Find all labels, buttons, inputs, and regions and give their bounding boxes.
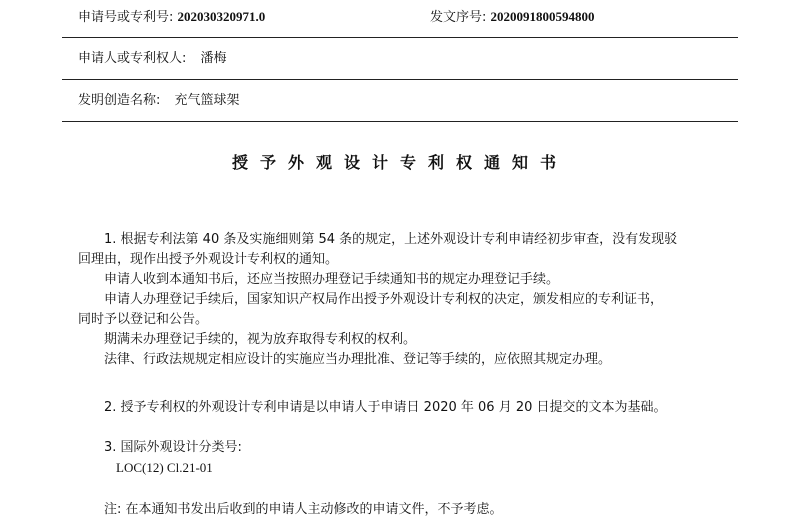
note-text: 注: 在本通知书发出后收到的申请人主动修改的申请文件，不予考虑。 bbox=[104, 502, 503, 517]
paragraph-3-label: 3. 国际外观设计分类号: bbox=[104, 440, 242, 455]
divider-line bbox=[62, 121, 738, 122]
document-title: 授予外观设计专利权通知书 bbox=[231, 153, 568, 172]
paragraph-3 bbox=[78, 438, 743, 478]
design-name-value: 充气篮球架 bbox=[174, 93, 240, 108]
header-row-applicant bbox=[78, 51, 738, 67]
document-number-value: 2020091800594800 bbox=[490, 9, 595, 24]
design-name-label: 发明创造名称: bbox=[78, 93, 161, 108]
document-number bbox=[430, 9, 595, 26]
paragraph-1-sub-1: 申请人收到本通知书后，还应当按照办理登记手续通知书的规定办理登记手续。 bbox=[104, 272, 560, 287]
paragraph-1 bbox=[78, 230, 743, 370]
paragraph-1-sub-4: 法律、行政法规规定相应设计的实施应当办理批准、登记等手续的，应依照其规定办理。 bbox=[104, 352, 612, 367]
classification-code: LOC(12) Cl.21-01 bbox=[116, 460, 213, 475]
header-row-design-name bbox=[78, 93, 738, 109]
divider-line bbox=[62, 79, 738, 80]
paragraph-2-text: 2. 授予专利权的外观设计专利申请是以申请人于申请日 2020 年 06 月 20 日提交的文本为基础。 bbox=[104, 400, 667, 415]
paragraph-2 bbox=[78, 398, 743, 418]
paragraph-1-line-1: 1. 根据专利法第 40 条及实施细则第 54 条的规定，上述外观设计专利申请经初步审查，没有发现驳 bbox=[104, 232, 678, 247]
application-number-label: 申请号或专利号: bbox=[78, 10, 174, 25]
applicant-value: 潘梅 bbox=[200, 51, 227, 66]
applicant-label: 申请人或专利权人: bbox=[78, 51, 187, 66]
paragraph-1-sub-2-line-2: 同时予以登记和公告。 bbox=[78, 312, 209, 327]
header-row-application-number bbox=[78, 9, 738, 26]
divider-line bbox=[62, 37, 738, 38]
paragraph-1-sub-2-line-1: 申请人办理登记手续后，国家知识产权局作出授予外观设计专利权的决定，颁发相应的专利证书， bbox=[104, 292, 664, 307]
note bbox=[78, 500, 743, 520]
application-number-value: 202030320971.0 bbox=[177, 9, 266, 24]
paragraph-1-sub-3: 期满未办理登记手续的，视为放弃取得专利权的权利。 bbox=[104, 332, 417, 347]
document-number-label: 发文序号: bbox=[430, 10, 487, 25]
paragraph-1-line-2: 回理由，现作出授予外观设计专利权的通知。 bbox=[78, 252, 339, 267]
